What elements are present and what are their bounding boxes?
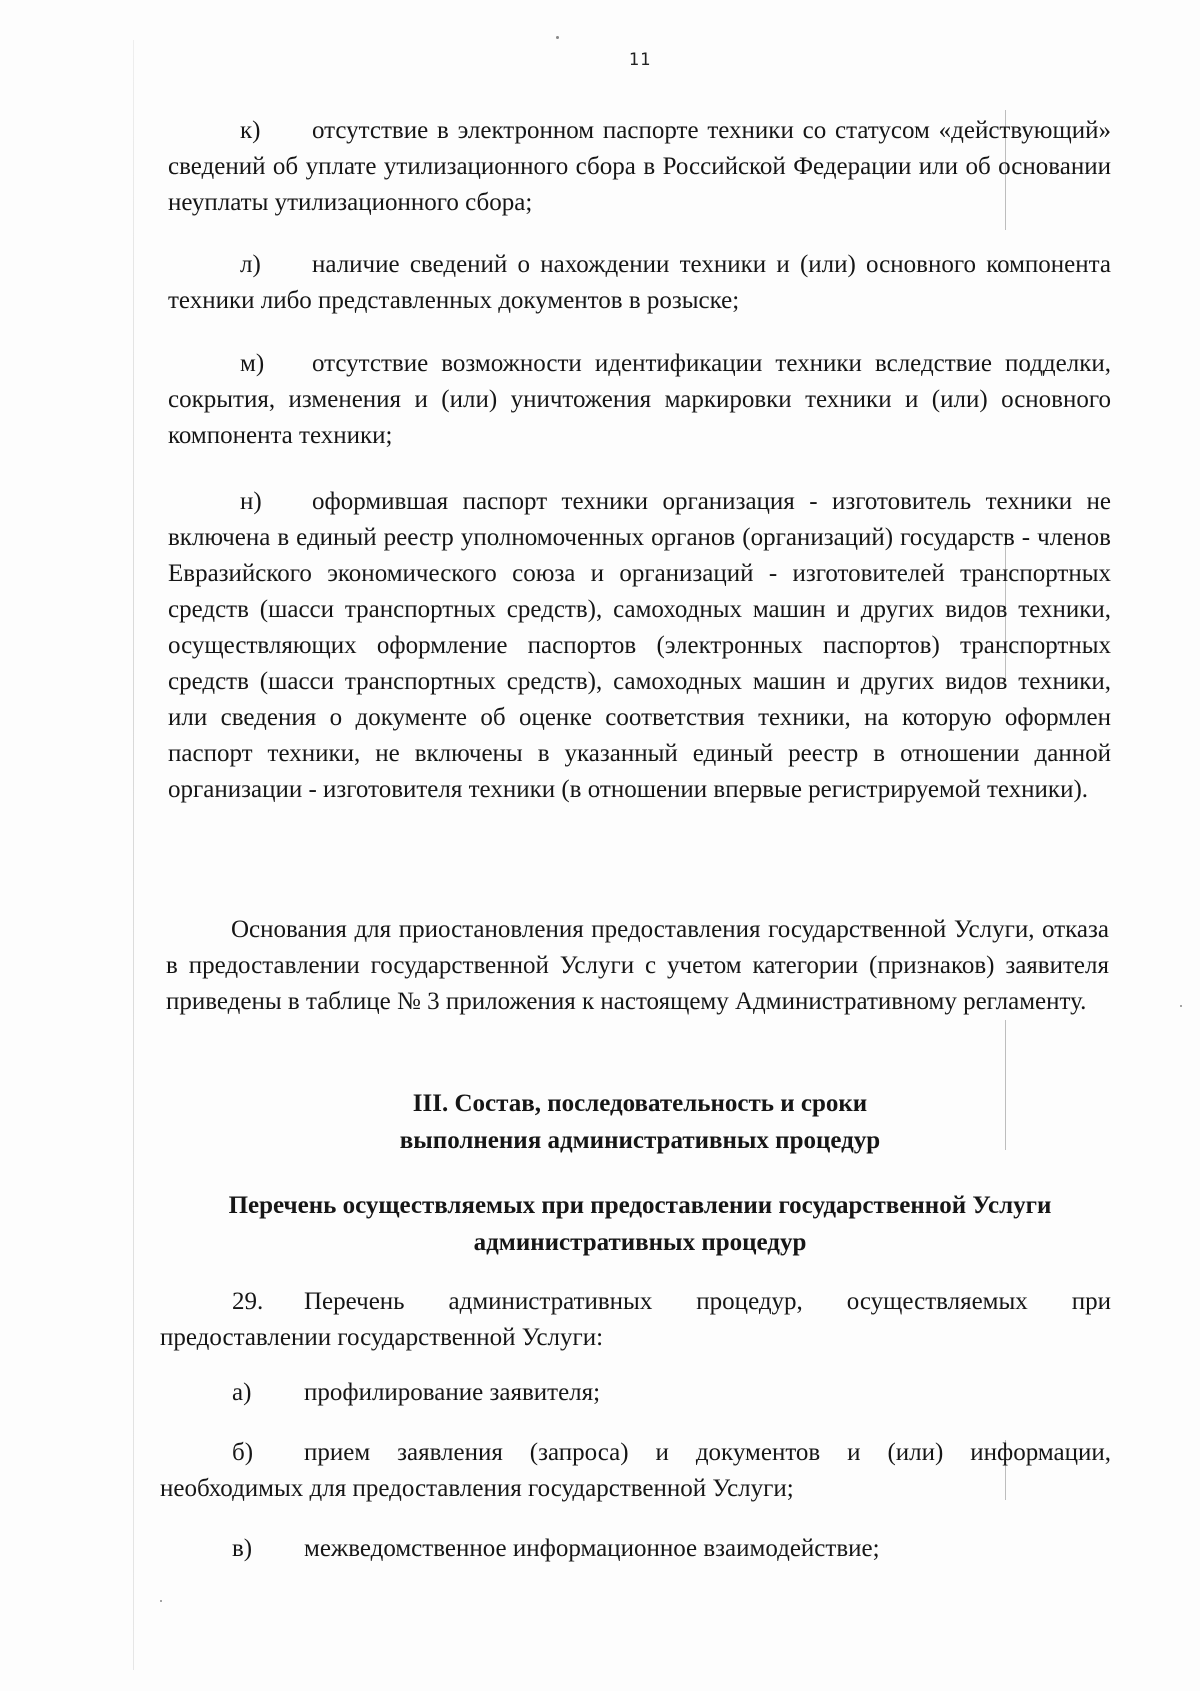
list-item-l bbox=[168, 247, 1111, 319]
item-marker: а) bbox=[232, 1379, 252, 1406]
list-item-m bbox=[168, 346, 1111, 454]
section-heading-line: III. Состав, последовательность и сроки bbox=[412, 1090, 868, 1117]
subsection-heading-line: Перечень осуществляемых при предоставлении государственной Услуги bbox=[228, 1192, 1052, 1219]
scan-speck bbox=[160, 1600, 162, 1602]
scan-edge bbox=[133, 40, 134, 1670]
item-text: отсутствие возможности идентификации техники вследствие подделки, сокрытия, изменения и (или) уничтожения маркировки техники и (или) основного компонента техники; bbox=[168, 350, 1111, 449]
procedure-item-b bbox=[160, 1435, 1111, 1507]
clause-number: 29. bbox=[232, 1288, 264, 1315]
scan-speck bbox=[1180, 1005, 1182, 1007]
item-text: профилирование заявителя; bbox=[304, 1379, 601, 1406]
clause-text: Перечень административных процедур, осуществляемых при предоставлении государственной Услуги: bbox=[160, 1288, 1111, 1351]
item-marker: б) bbox=[232, 1439, 254, 1466]
item-text: отсутствие в электронном паспорте техники со статусом «действующий» сведений об уплате утилизационного сбора в Российской Федерации или об основании неуплаты утилизационного сбора; bbox=[168, 117, 1111, 216]
item-marker: м) bbox=[240, 350, 265, 377]
item-text: оформившая паспорт техники организация - изготовитель техники не включена в единый реестр уполномоченных органов (организаций) государств - членов Евразийского экономического союза и организаций - изготовителей транспортных средств (шасси транспортных средств), самоходных машин и других видов техники, осуществляющих оформление паспортов (электронных паспортов) транспортных средств (шасси транспортных средств), самоходных машин и других видов техники, или сведения о документе об оценке соответствия техники, на которую оформлен паспорт техники, не включены в указанный единый реестр в отношении данной организации - изготовителя техники (в отношении впервые регистрируемой техники). bbox=[168, 488, 1111, 803]
subsection-heading bbox=[150, 1187, 1130, 1261]
item-marker: н) bbox=[240, 488, 262, 515]
item-text: межведомственное информационное взаимодействие; bbox=[304, 1535, 880, 1562]
item-text: наличие сведений о нахождении техники и (или) основного компонента техники либо представленных документов в розыске; bbox=[168, 251, 1111, 314]
procedure-item-v bbox=[160, 1531, 1111, 1567]
item-text: прием заявления (запроса) и документов и (или) информации, необходимых для предоставления государственной Услуги; bbox=[160, 1439, 1111, 1502]
section-heading bbox=[150, 1085, 1130, 1159]
section-heading-line: выполнения административных процедур bbox=[399, 1127, 881, 1154]
scan-speck bbox=[556, 36, 559, 39]
procedure-item-a bbox=[160, 1375, 1111, 1411]
list-item-k bbox=[168, 113, 1111, 221]
page-number: 11 bbox=[628, 50, 652, 70]
item-marker: в) bbox=[232, 1535, 253, 1562]
body-paragraph: Основания для приостановления предоставления государственной Услуги, отказа в предоставлении государственной Услуги с учетом категории (признаков) заявителя приведены в таблице № 3 приложения к настоящему Административному регламенту. bbox=[166, 916, 1109, 1015]
list-item-n bbox=[168, 484, 1111, 808]
clause-29 bbox=[160, 1284, 1111, 1356]
item-marker: л) bbox=[240, 251, 261, 278]
subsection-heading-line: административных процедур bbox=[473, 1229, 807, 1256]
item-marker: к) bbox=[240, 117, 261, 144]
